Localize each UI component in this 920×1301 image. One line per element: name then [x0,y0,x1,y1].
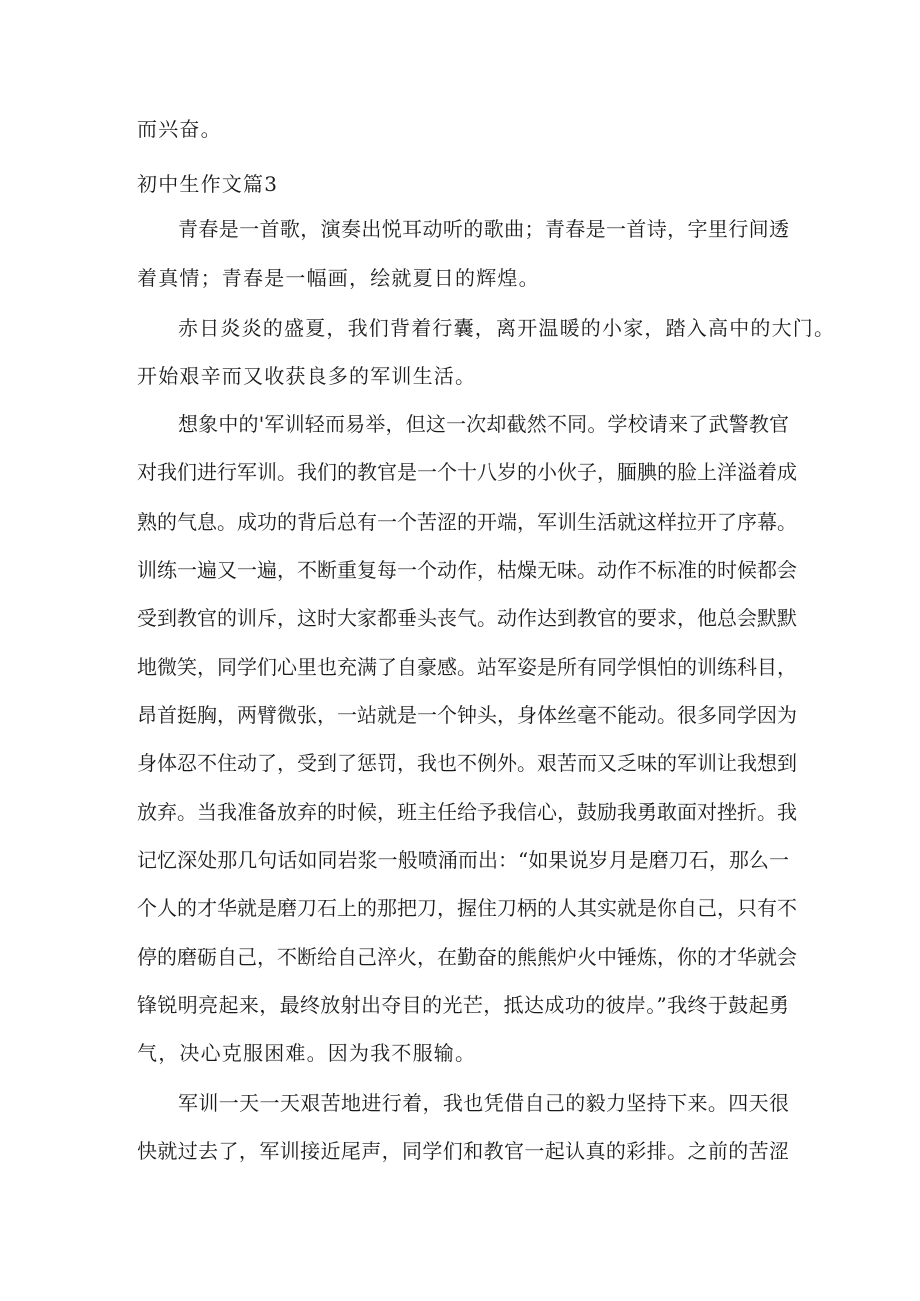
paragraph-3-line-5: 受到教官的训斥，这时大家都垂头丧气。动作达到教官的要求，他总会默默 [137,606,797,630]
paragraph-3-line-11: 个人的才华就是磨刀石上的那把刀，握住刀柄的人其实就是你自己，只有不 [137,896,797,920]
paragraph-3-line-7: 昂首挺胸，两臂微张，一站就是一个钟头，身体丝毫不能动。很多同学因为 [137,703,797,727]
paragraph-3-line-6: 地微笑，同学们心里也充满了自豪感。站军姿是所有同学惧怕的训练科目， [137,655,797,679]
paragraph-3-line-13: 锋锐明亮起来，最终放射出夺目的光芒，抵达成功的彼岸。”我终于鼓起勇 [137,993,789,1017]
paragraph-3-line-14: 气，决心克服困难。因为我不服输。 [137,1041,477,1065]
paragraph-3-line-2: 对我们进行军训。我们的教官是一个十八岁的小伙子，腼腆的脸上洋溢着成 [137,460,797,484]
paragraph-2-line-1: 赤日炎炎的盛夏，我们背着行囊，离开温暖的小家，踏入高中的大门。 [178,316,836,340]
paragraph-3-line-12: 停的磨砺自己，不断给自己淬火，在勤奋的熊熊炉火中锤炼，你的才华就会 [137,945,797,969]
paragraph-1-line-1: 青春是一首歌，演奏出悦耳动听的歌曲；青春是一首诗，字里行间透 [178,217,789,241]
paragraph-3-line-4: 训练一遍又一遍，不断重复每一个动作，枯燥无味。动作不标准的时候都会 [137,558,797,582]
paragraph-3-line-10: 记忆深处那几句话如同岩浆一般喷涌而出：“如果说岁月是磨刀石，那么一 [137,848,789,872]
paragraph-3-line-8: 身体忍不住动了，受到了惩罚，我也不例外。艰苦而又乏味的军训让我想到 [137,751,797,775]
paragraph-2-line-2: 开始艰辛而又收获良多的军训生活。 [137,364,477,388]
paragraph-3-line-9: 放弃。当我准备放弃的时候，班主任给予我信心，鼓励我勇敢面对挫折。我 [137,800,797,824]
paragraph-4-line-2: 快就过去了，军训接近尾声，同学们和教官一起认真的彩排。之前的苦涩 [137,1139,789,1163]
paragraph-3-line-1: 想象中的'军训轻而易举，但这一次却截然不同。学校请来了武警教官 [178,412,789,436]
paragraph-1-line-2: 着真情；青春是一幅画，绘就夏日的辉煌。 [137,266,540,290]
paragraph-3-line-3: 熟的气息。成功的背后总有一个苦涩的开端，军训生活就这样拉开了序幕。 [137,510,797,534]
paragraph-4-line-1: 军训一天一天艰苦地进行着，我也凭借自己的毅力坚持下来。四天很 [178,1091,789,1115]
section-heading: 初中生作文篇3 [137,172,279,196]
paragraph-end-line: 而兴奋。 [137,117,222,141]
